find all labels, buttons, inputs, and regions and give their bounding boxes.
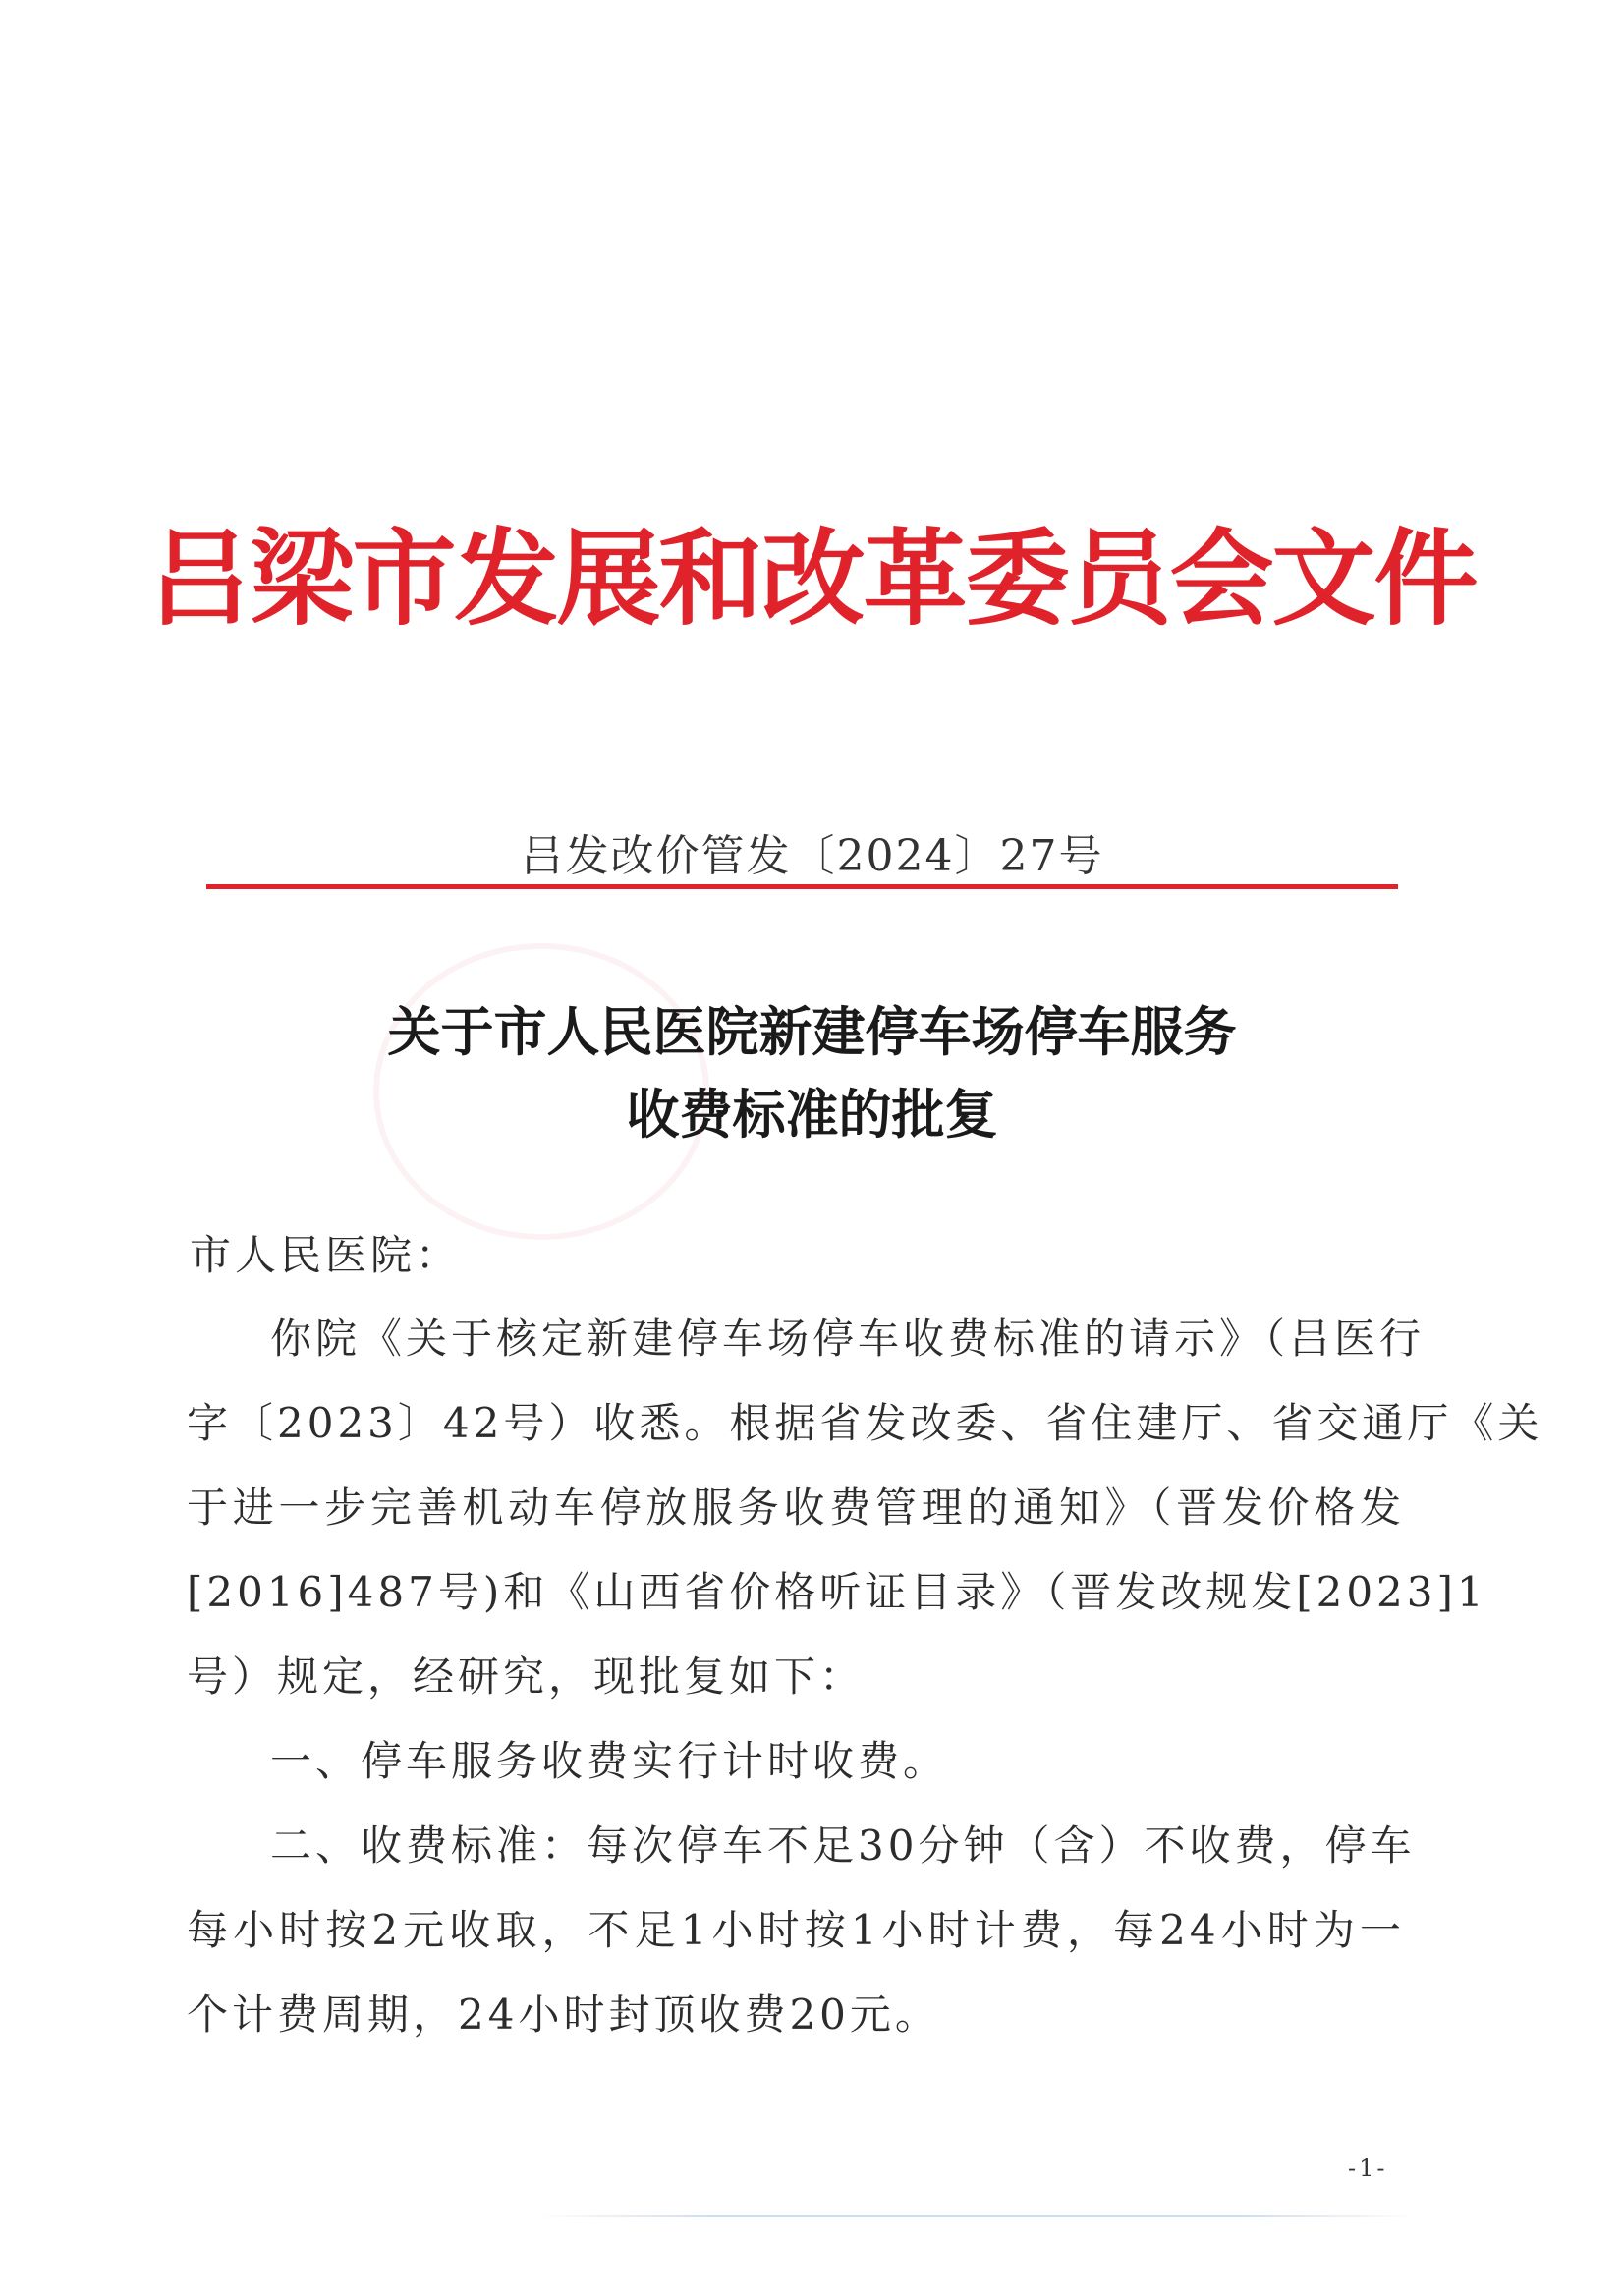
- salutation: 市人民医院：: [190, 1231, 462, 1279]
- body-line: [2016]487号)和《山西省价格听证目录》（晋发改规发[2023]1: [187, 1568, 1487, 1616]
- document-title-line-2: 收费标准的批复: [626, 1083, 998, 1146]
- body-line: 于进一步完善机动车停放服务收费管理的通知》（晋发价格发: [187, 1484, 1405, 1532]
- body-line: 每小时按2元收取，不足1小时按1小时计费，每24小时为一: [187, 1906, 1405, 1954]
- page-number: -1-: [1348, 2155, 1388, 2182]
- document-number: 吕发改价管发〔2024〕27号: [520, 831, 1104, 881]
- scan-edge-line: [535, 2215, 1420, 2217]
- body-line: 个计费周期，24小时封顶收费20元。: [187, 1990, 940, 2039]
- red-divider-line: [206, 884, 1398, 889]
- issuer-header: 吕梁市发展和改革委员会文件: [147, 517, 1477, 640]
- document-title-line-1: 关于市人民医院新建停车场停车服务: [387, 1000, 1237, 1063]
- body-line: 号）规定，经研究，现批复如下：: [187, 1652, 866, 1701]
- body-line: 二、收费标准：每次停车不足30分钟（含）不收费，停车: [270, 1821, 1416, 1870]
- body-line: 你院《关于核定新建停车场停车收费标准的请示》（吕医行: [270, 1315, 1426, 1363]
- body-line: 一、停车服务收费实行计时收费。: [270, 1737, 949, 1785]
- body-line: 字〔2023〕42号）收悉。根据省发改委、省住建厅、省交通厅《关: [187, 1399, 1543, 1447]
